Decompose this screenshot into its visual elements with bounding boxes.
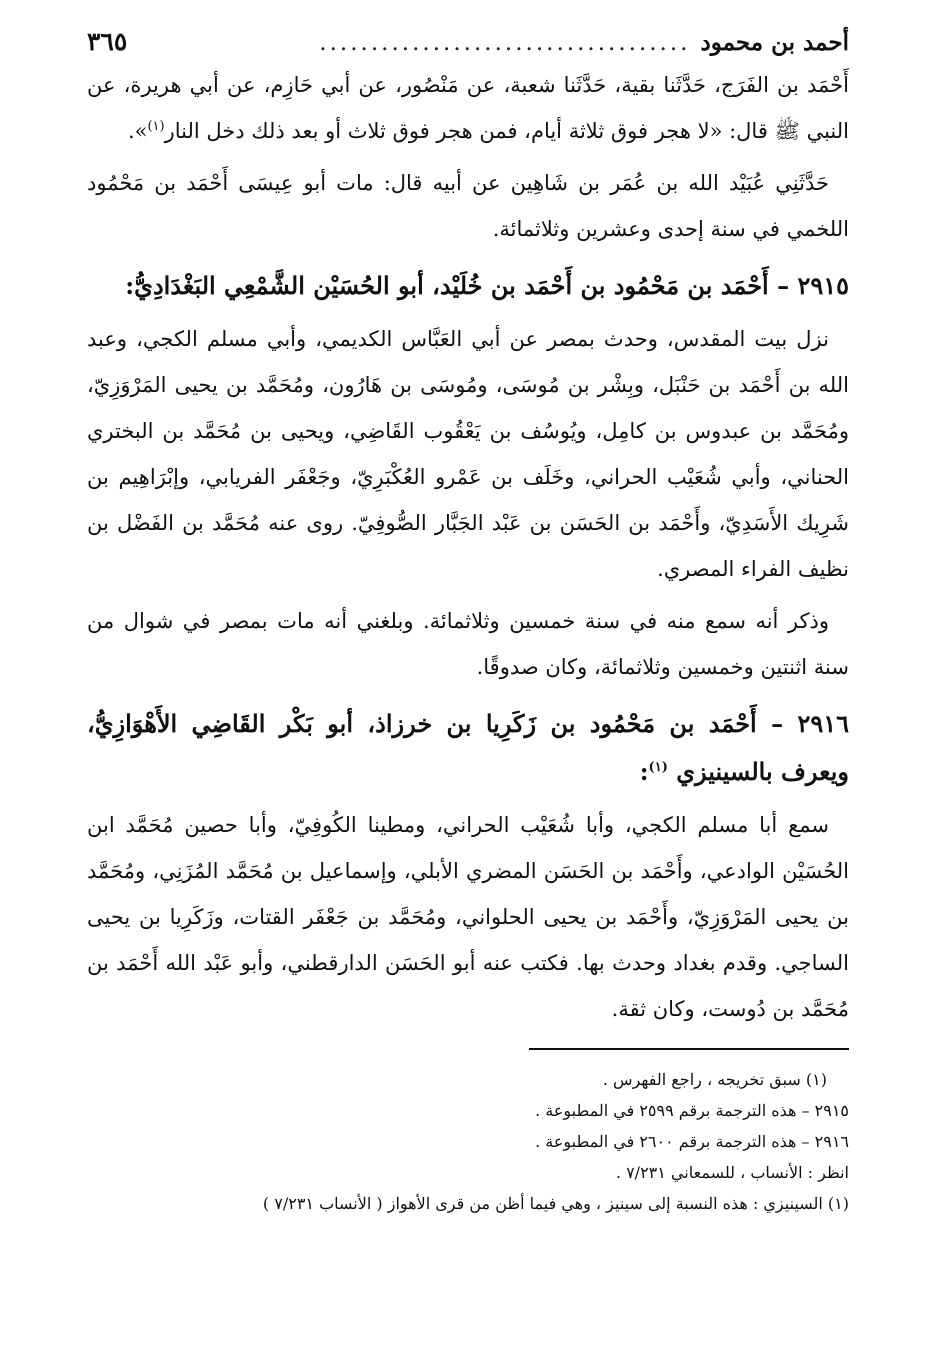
continuation-paragraph-2: حَدَّثَنِي عُبَيْد الله بن عُمَر بن شَاهِين عن أبيه قال: مات أبو عِيسَى أَحْمَد بن مَحْمُود اللخمي في سنة إحدى وعشرين وثلاثمائة. [87,171,849,241]
running-head-title: أحمد بن محمود [700,29,849,56]
continuation-text-1: أَحْمَد بن الفَرَج، حَدَّثَنا بقية، حَدَّثَنا شعبة، عن مَنْصُور، عن أبي حَازِم، عن أبي هريرة، عن النبي ﷺ قال: «لا هجر فوق ثلاثة أيام، فمن هجر فوق ثلاث أو بعد ذلك دخل النار [87,73,849,143]
entry-2916-paragraph-1: سمع أبا مسلم الكجي، وأبا شُعَيْب الحراني، ومطينا الكُوفِيّ، وأبا حصين مُحَمَّد ابن الحُسَيْن الوادعي، وأَحْمَد بن الحَسَن المضري الأبلي، وإسماعيل بن مُحَمَّد المُزَنِي، ومُحَمَّد بن يحيى المَرْوَزِيّ، وأَحْمَد بن يحيى الحلواني، ومُحَمَّد بن جَعْفَر القتات، وزَكَرِيا بن يحيى الساجي. وقدم بغداد وحدث بها. فكتب عنه أبو الحَسَن الدارقطني، وأبو عَبْد الله أَحْمَد بن مُحَمَّد بن دُوست، وكان ثقة. [87,813,849,1021]
footnote-separator [529,1048,849,1050]
footnote-1: (١) سبق تخريجه ، راجع الفهرس . [602,1070,827,1089]
footnote-2915: ٢٩١٥ – هذه الترجمة برقم ٢٥٩٩ في المطبوعة . [535,1101,849,1120]
footnote-sinizi: (١) السينيزي : هذه النسبة إلى سينيز ، وهي فيما أظن من قرى الأهواز ( الأنساب ٧/٢٣١ ) [262,1194,849,1213]
entry-2916-heading-text: ٢٩١٦ – أَحْمَد بن مَحْمُود بن زَكَرِيا بن خرزاذ، أبو بَكْر القَاضِي الأَهْوَازِيُّ، ويعرف بالسينيزي [87,709,849,786]
continuation-paragraph-1 [87,62,849,154]
running-head-leader-dots: .................................... [319,30,691,56]
entry-2915-paragraph-2: وذكر أنه سمع منه في سنة خمسين وثلاثمائة. وبلغني أنه مات بمصر في شوال من سنة اثنتين وخمسين وثلاثمائة، وكان صدوقًا. [87,609,849,679]
book-page [87,22,849,1219]
footnote-2916: ٢٩١٦ – هذه الترجمة برقم ٢٦٠٠ في المطبوعة . [535,1132,849,1151]
footnotes [87,1064,849,1219]
page-number: ٣٦٥ [87,27,128,56]
running-head [87,22,849,62]
footnote-2916-reference: انظر : الأنساب ، للسمعاني ٧/٢٣١ . [615,1163,849,1182]
entry-2915-paragraph-1: نزل بيت المقدس، وحدث بمصر عن أبي العَبَّاس الكديمي، وأبي مسلم الكجي، وعبد الله بن أَحْمَد بن حَنْبَل، وبِشْر بن مُوسَى، ومُوسَى بن هَارُون، ومُحَمَّد بن يحيى المَرْوَزِيّ، ومُحَمَّد بن عبدوس بن كامِل، ويُوسُف بن يَعْقُوب القَاضِي، ويحيى بن مُحَمَّد بن البختري الحناني، وأبي شُعَيْب الحراني، وخَلَف بن عَمْرو العُكْبَرِيّ، وجَعْفَر الفريابي، وإبْرَاهِيم بن شَرِيك الأَسَدِيّ، وأَحْمَد بن الحَسَن بن عَبْد الجَبَّار الصُّوفِيّ. روى عنه مُحَمَّد بن الفَضْل بن نظيف الفراء المصري. [87,327,849,581]
footnote-ref-sinizi: (١) [648,760,668,775]
entry-2916-heading [87,700,849,796]
continuation-text-1-end: ». [127,119,148,143]
entry-2915-heading: ٢٩١٥ – أَحْمَد بن مَحْمُود بن أَحْمَد بن خُلَيْد، أبو الحُسَيْن الشَّمْعِي البَغْدَادِيُّ: [125,271,849,300]
footnote-ref-1: (١) [147,119,165,134]
entry-2916-heading-end: : [639,757,649,786]
